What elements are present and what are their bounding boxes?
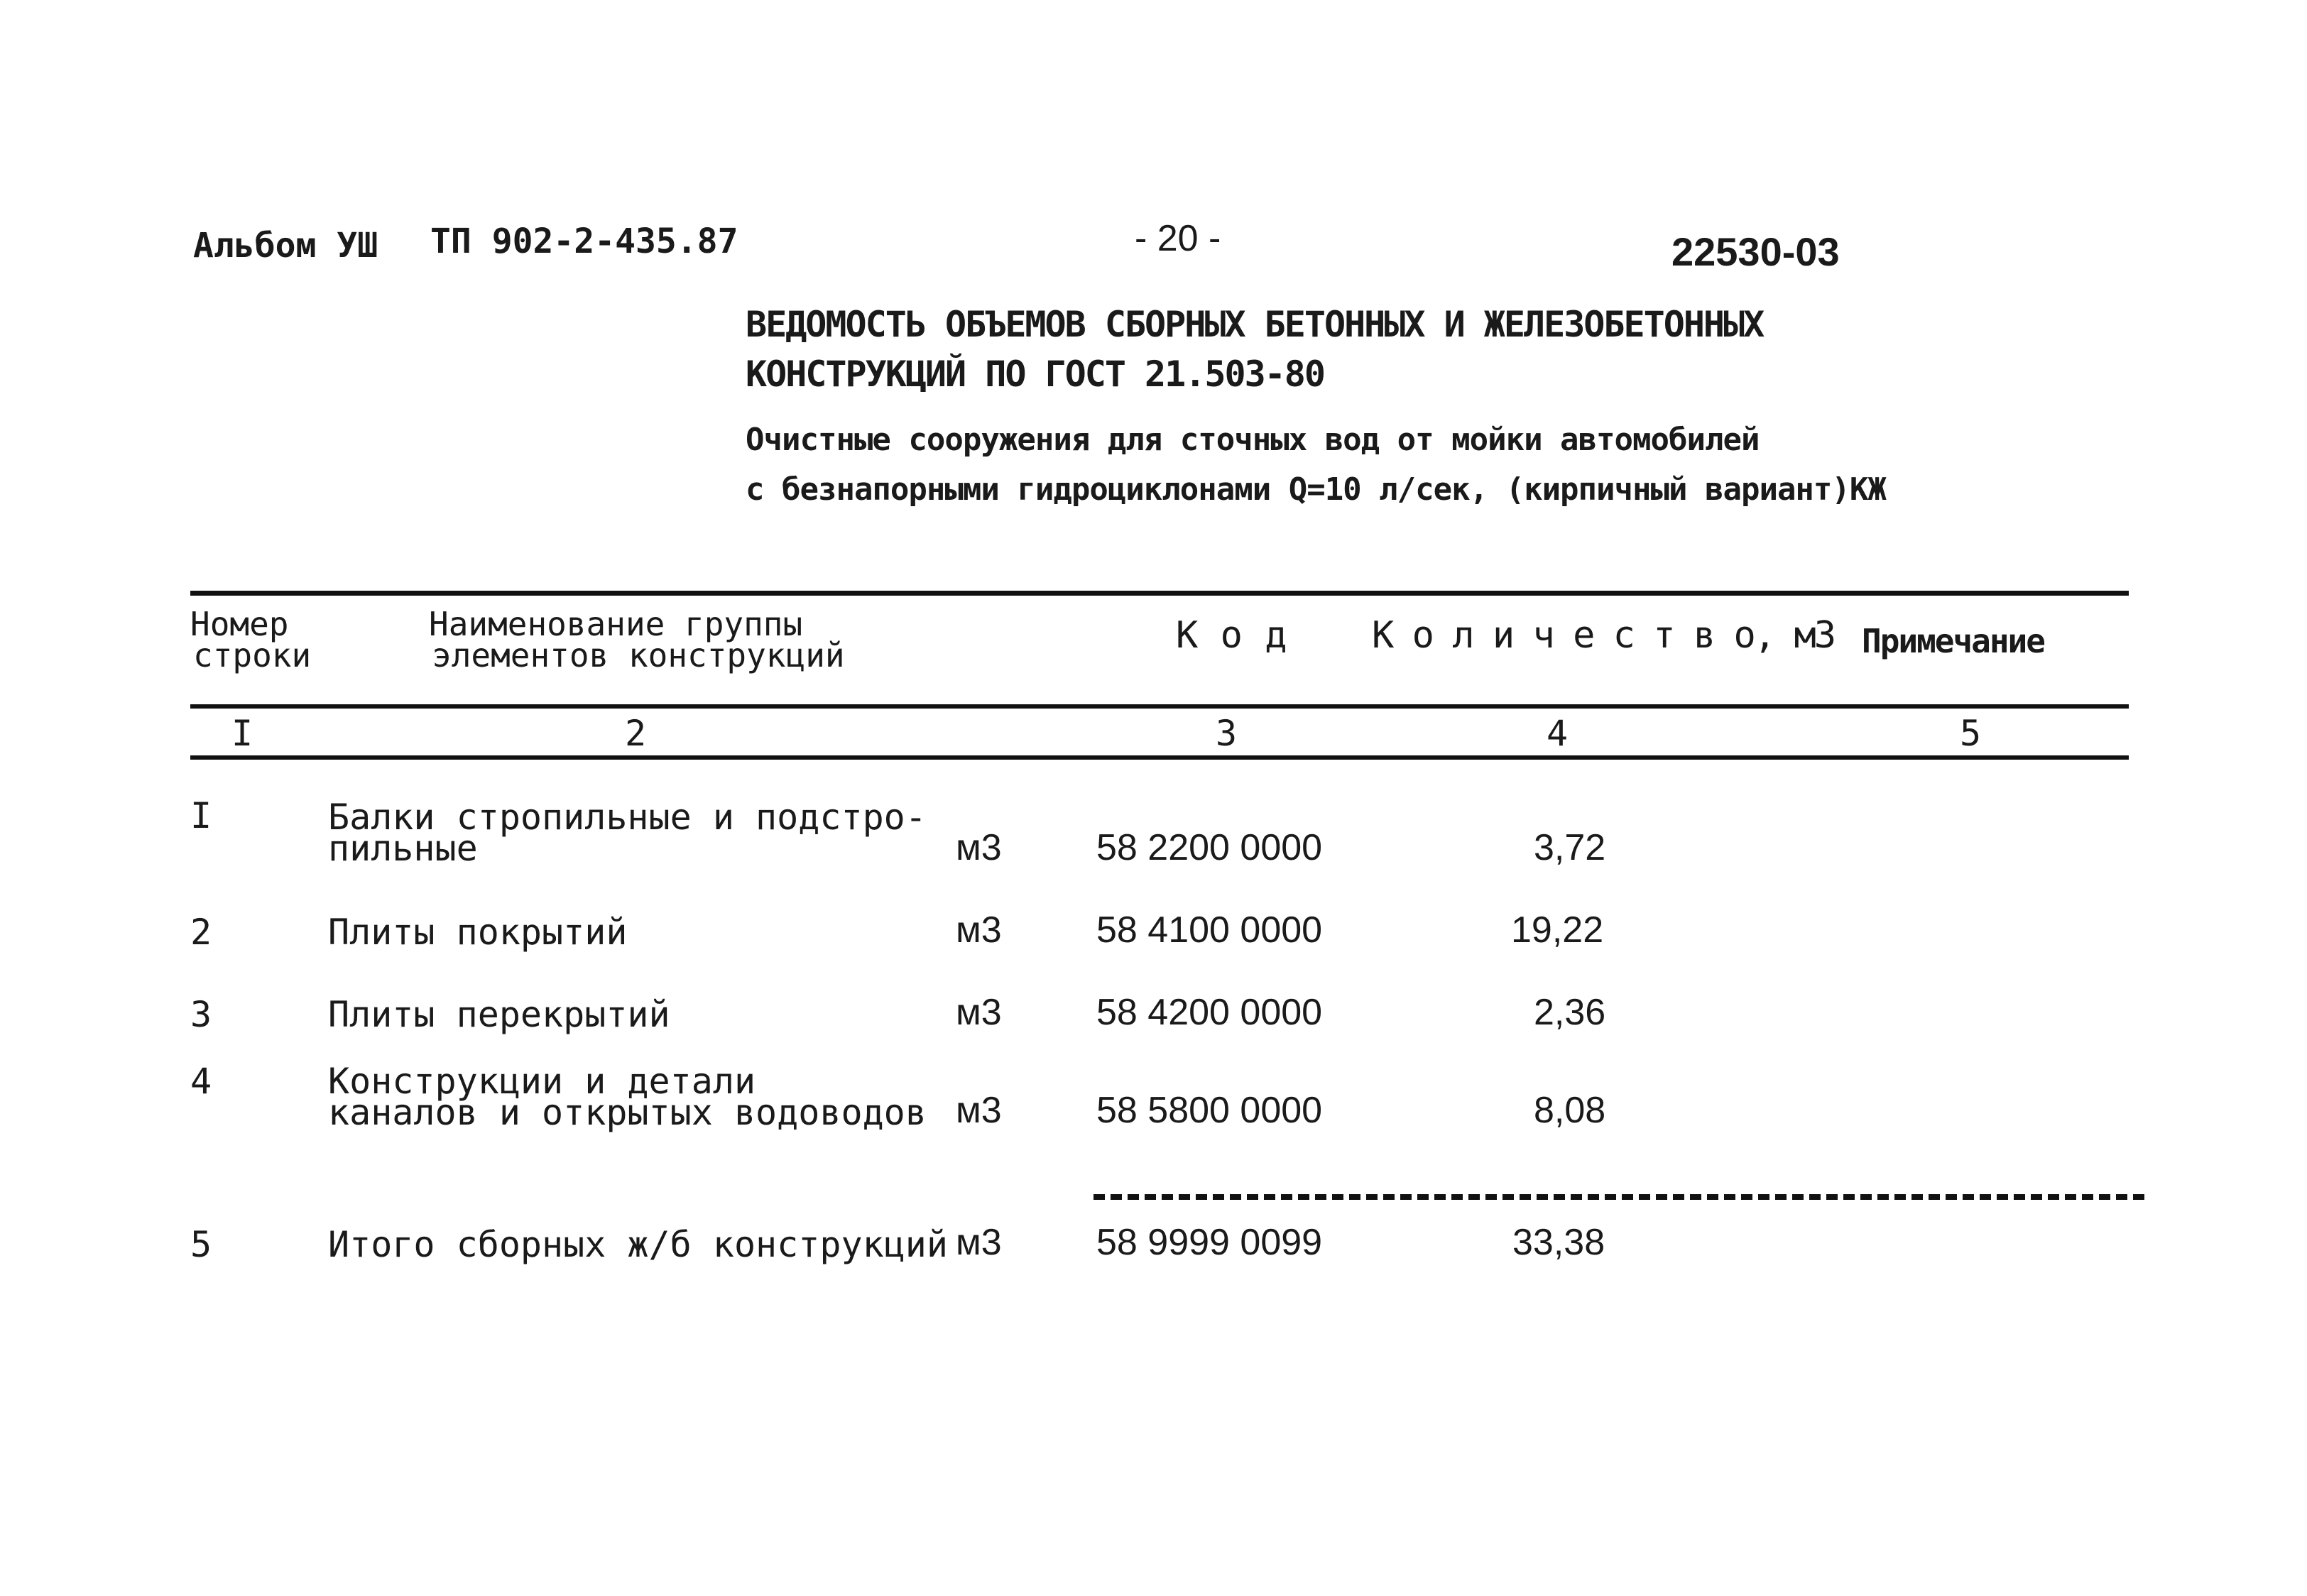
column-number-5: 5 <box>1960 713 1982 754</box>
header-row-number-line2: строки <box>193 636 312 674</box>
row-code: 58 4200 0000 <box>1096 992 1323 1033</box>
column-number-3: 3 <box>1216 713 1238 754</box>
row-name-line2: каналов и открытых водоводов <box>328 1092 927 1133</box>
row-number: 2 <box>190 912 212 953</box>
document-title-line1: ВЕДОМОСТЬ ОБЪЕМОВ СБОРНЫХ БЕТОННЫХ И ЖЕЛЕЗОБЕТОННЫХ <box>746 304 1764 345</box>
row-name-line1: Итого сборных ж/б конструкций <box>328 1224 948 1265</box>
row-number: I <box>190 795 212 836</box>
header-bottom-rule <box>190 704 2129 709</box>
column-numbers-bottom-rule <box>190 755 2129 760</box>
header-note: Примечание <box>1862 622 2044 660</box>
document-subtitle-line2: с безнапорными гидроциклонами Q=10 л/сек, (кирпичный вариант)КЖ <box>746 471 1886 508</box>
row-name-line1: Балки стропильные и подстро- <box>328 797 927 838</box>
row-code: 58 5800 0000 <box>1096 1090 1323 1131</box>
table-top-rule <box>190 591 2129 596</box>
document-code: 22530-03 <box>1671 229 1840 274</box>
row-unit: м3 <box>956 1222 1002 1263</box>
row-code: 58 2200 0000 <box>1096 827 1323 868</box>
row-name-line1: Плиты покрытий <box>328 912 628 953</box>
row-quantity: 8,08 <box>1534 1090 1606 1131</box>
row-code: 58 9999 0099 <box>1096 1222 1323 1263</box>
header-row-number-line1: Номер <box>190 605 289 643</box>
row-unit: м3 <box>956 1090 1002 1131</box>
row-quantity: 3,72 <box>1534 827 1606 868</box>
row-unit: м3 <box>956 827 1002 868</box>
row-unit: м3 <box>956 992 1002 1033</box>
row-name-line1: Плиты перекрытий <box>328 994 670 1035</box>
column-number-1: I <box>231 713 253 754</box>
header-name-line1: Наименование группы <box>429 605 803 643</box>
document-title-line2: КОНСТРУКЦИЙ ПО ГОСТ 21.503-80 <box>746 354 1324 395</box>
row-quantity: 19,22 <box>1511 909 1604 951</box>
header-code: К о д <box>1176 614 1287 657</box>
row-name-line1: Конструкции и детали <box>328 1061 756 1102</box>
total-separator-dashed-line <box>1093 1194 2144 1200</box>
project-number: ТП 902-2-435.87 <box>430 222 738 261</box>
row-quantity: 33,38 <box>1512 1222 1605 1263</box>
row-code: 58 4100 0000 <box>1096 909 1323 951</box>
row-quantity: 2,36 <box>1534 992 1606 1033</box>
header-quantity: К о л и ч е с т в о, м3 <box>1372 614 1835 657</box>
row-number: 3 <box>190 994 212 1035</box>
album-label: Альбом УШ <box>193 226 378 266</box>
column-number-4: 4 <box>1547 713 1569 754</box>
document-subtitle-line1: Очистные сооружения для сточных вод от мойки автомобилей <box>746 422 1760 458</box>
row-name-line2: пильные <box>328 828 478 869</box>
page-number: - 20 - <box>1135 218 1221 259</box>
row-unit: м3 <box>956 909 1002 951</box>
row-number: 4 <box>190 1061 212 1102</box>
row-number: 5 <box>190 1224 212 1265</box>
header-name-line2: элементов конструкций <box>432 636 845 674</box>
column-number-2: 2 <box>625 713 647 754</box>
